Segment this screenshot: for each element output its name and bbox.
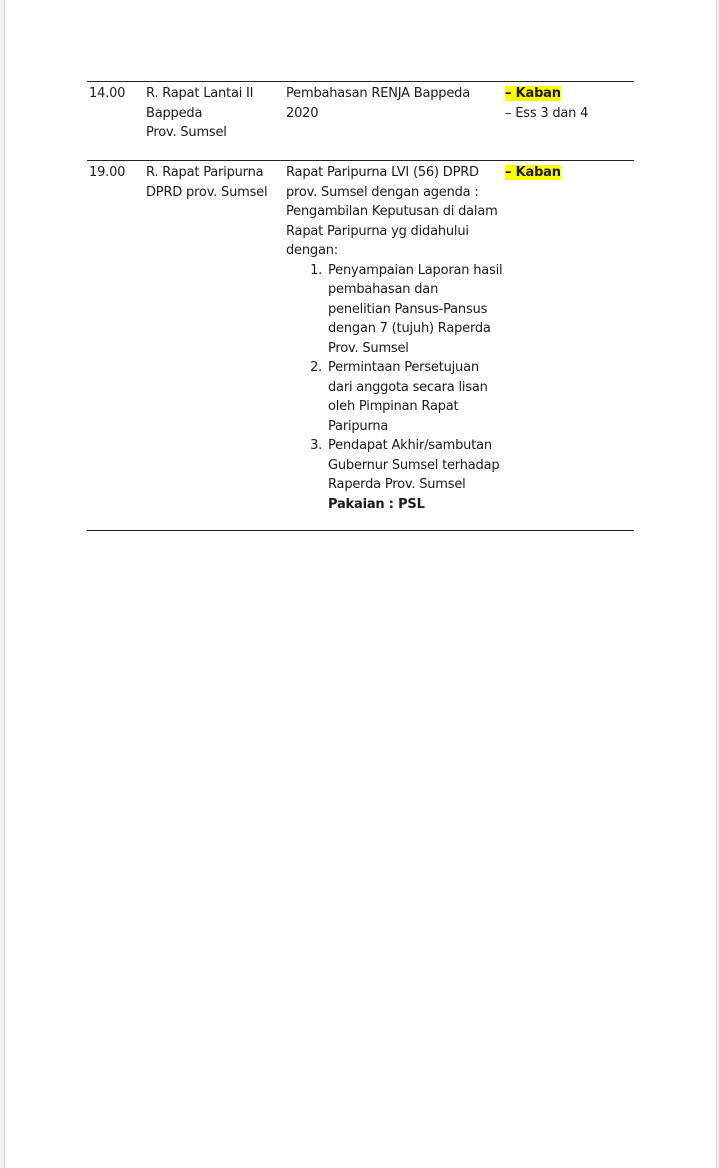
place-line: Prov. Sumsel — [146, 125, 227, 140]
place-line: Bappeda — [146, 105, 203, 121]
activity-cell: Pembahasan RENJA Bappeda 2020 — [286, 86, 470, 121]
activity-cell — [286, 163, 504, 514]
place-line: R. Rapat Lantai II — [146, 86, 254, 101]
attendee-line — [505, 163, 634, 183]
attendee-line: – Ess 3 dan 4 — [505, 105, 589, 121]
place-line: DPRD prov. Sumsel — [146, 184, 268, 200]
place-cell — [146, 84, 282, 143]
dress-code: Pakaian : PSL — [328, 496, 425, 512]
time-cell: 14.00 — [89, 86, 126, 101]
schedule-row — [87, 81, 634, 160]
attendee-line — [505, 84, 634, 104]
agenda-item: 3. Pendapat Akhir/sambutan Gubernur Sumsel terhadap Raperda Prov. Sumsel — [326, 436, 504, 495]
time-cell: 19.00 — [89, 165, 126, 180]
agenda-item: 2. Permintaan Persetujuan dari anggota secara lisan oleh Pimpinan Rapat Paripurna — [326, 358, 504, 436]
attendee-highlighted: – Kaban — [505, 165, 561, 180]
place-line: R. Rapat Paripurna — [146, 165, 264, 180]
attendee-highlighted: – Kaban — [505, 86, 561, 101]
attendees-cell — [505, 84, 634, 123]
schedule-row — [87, 160, 634, 531]
attendees-cell — [505, 163, 634, 183]
schedule-table — [87, 81, 634, 531]
activity-text: Rapat Paripurna LVI (56) DPRD prov. Sumsel dengan agenda : Pengambilan Keputusan di dalam Rapat Paripurna yg didahului dengan: — [286, 165, 498, 258]
agenda-item: 1. Penyampaian Laporan hasil pembahasan dan penelitian Pansus-Pansus dengan 7 (tujuh) Raperda Prov. Sumsel — [326, 261, 504, 359]
document-page — [4, 0, 717, 1168]
place-cell — [146, 163, 282, 202]
agenda-list — [286, 261, 504, 495]
